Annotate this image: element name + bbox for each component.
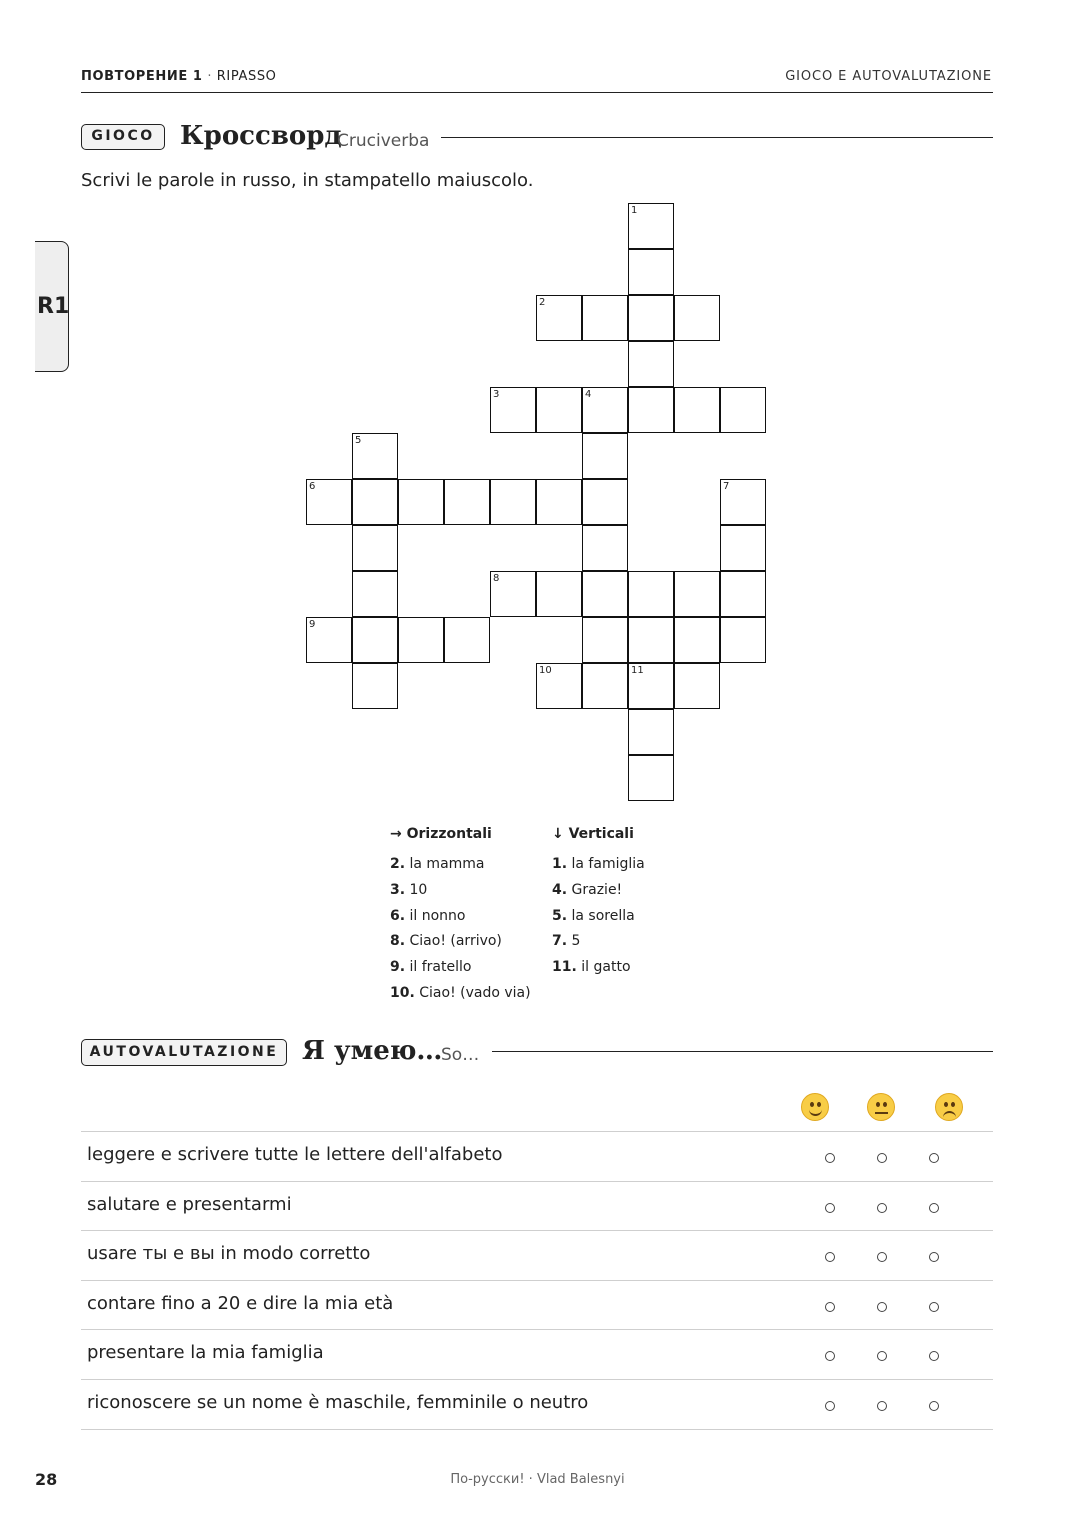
clue-text: Ciao! (vado via) — [419, 984, 531, 1001]
clue-number: 5. — [552, 907, 568, 924]
crossword-cell[interactable] — [674, 663, 720, 709]
clue-across — [390, 854, 531, 880]
crossword-cell[interactable] — [444, 479, 490, 525]
running-header-right: GIOCO E AUTOVALUTAZIONE — [785, 69, 992, 84]
rating-neutral-radio[interactable] — [877, 1302, 887, 1312]
running-header-left — [81, 69, 277, 84]
crossword-cell[interactable] — [398, 479, 444, 525]
crossword-cell[interactable] — [628, 203, 674, 249]
rating-happy-radio[interactable] — [825, 1401, 835, 1411]
clue-number: 11. — [552, 959, 577, 976]
crossword-cell[interactable] — [720, 387, 766, 433]
clue-number: 2. — [390, 856, 406, 872]
clue-text: 10 — [409, 881, 428, 898]
neutral-face-icon — [867, 1093, 895, 1121]
crossword-cell[interactable] — [582, 433, 628, 479]
clue-down — [552, 931, 645, 957]
crossword-cell[interactable] — [628, 755, 674, 801]
crossword-cell[interactable] — [720, 617, 766, 663]
crossword-cell[interactable] — [352, 571, 398, 617]
section-side-tab — [35, 241, 69, 372]
crossword-cell[interactable] — [490, 571, 536, 617]
crossword-cell[interactable] — [582, 295, 628, 341]
crossword-cell[interactable] — [582, 387, 628, 433]
crossword-cell[interactable] — [536, 479, 582, 525]
rating-sad-radio[interactable] — [929, 1252, 939, 1262]
table-rule — [81, 1181, 993, 1182]
clue-across — [390, 906, 531, 932]
rating-neutral-radio[interactable] — [877, 1203, 887, 1213]
clue-across — [390, 957, 531, 983]
crossword-cell[interactable] — [674, 295, 720, 341]
rating-sad-radio[interactable] — [929, 1203, 939, 1213]
side-tab-label: R1 — [37, 294, 70, 319]
cell-number: 2 — [539, 297, 546, 308]
crossword-cell[interactable] — [352, 617, 398, 663]
crossword-cell[interactable] — [628, 341, 674, 387]
rating-sad-radio[interactable] — [929, 1153, 939, 1163]
crossword-cell[interactable] — [352, 525, 398, 571]
clue-down — [552, 854, 645, 880]
crossword-cell[interactable] — [398, 617, 444, 663]
self-assessment-title-rule — [492, 1051, 993, 1052]
rating-neutral-radio[interactable] — [877, 1401, 887, 1411]
smiling-face-icon — [801, 1093, 829, 1121]
skill-label: riconoscere se un nome è maschile, femminile o neutro — [87, 1392, 589, 1413]
clue-text: 5 — [571, 933, 581, 950]
clue-across — [390, 880, 531, 906]
crossword-title: Кроссворд — [180, 121, 342, 151]
crossword-cell[interactable] — [536, 295, 582, 341]
crossword-cell[interactable] — [582, 571, 628, 617]
clue-number: 6. — [390, 907, 406, 924]
crossword-cell[interactable] — [536, 387, 582, 433]
cell-number: 7 — [723, 481, 730, 492]
table-rule — [81, 1329, 993, 1330]
down-clues — [552, 826, 645, 983]
skill-label: salutare e presentarmi — [87, 1193, 292, 1215]
self-assessment-subtitle: So… — [441, 1045, 480, 1065]
cell-number: 4 — [585, 389, 592, 400]
autovalutazione-badge: AUTOVALUTAZIONE — [81, 1039, 287, 1066]
cell-number: 9 — [309, 619, 316, 630]
clue-number: 1. — [552, 856, 568, 872]
rating-neutral-radio[interactable] — [877, 1252, 887, 1262]
clue-number: 8. — [390, 933, 406, 950]
chapter-label: ПОВТОРЕНИЕ 1 — [81, 69, 203, 84]
table-rule — [81, 1280, 993, 1281]
crossword-cell[interactable] — [628, 387, 674, 433]
footer-credit: По-русски! · Vlad Balesnyi — [450, 1472, 625, 1487]
clue-down — [552, 906, 645, 932]
self-assessment-title: Я умею… — [302, 1036, 443, 1066]
across-heading: → Orizzontali — [390, 826, 492, 842]
cell-number: 6 — [309, 481, 316, 492]
crossword-cell[interactable] — [490, 387, 536, 433]
skill-label: contare fino a 20 e dire la mia età — [87, 1292, 394, 1314]
crossword-cell[interactable] — [628, 709, 674, 755]
chapter-sublabel: RIPASSO — [216, 69, 277, 84]
cell-number: 5 — [355, 435, 362, 446]
header-rule — [81, 92, 993, 93]
cell-number: 11 — [631, 665, 644, 676]
crossword-cell[interactable] — [720, 479, 766, 525]
header-separator: · — [207, 69, 213, 84]
clue-text: la sorella — [571, 907, 635, 924]
crossword-subtitle: Cruciverba — [337, 131, 430, 151]
clue-number: 4. — [552, 881, 568, 898]
rating-sad-radio[interactable] — [929, 1401, 939, 1411]
clue-down — [552, 957, 645, 983]
crossword-cell[interactable] — [536, 571, 582, 617]
crossword-cell[interactable] — [720, 571, 766, 617]
crossword-cell[interactable] — [582, 663, 628, 709]
crossword-cell[interactable] — [674, 571, 720, 617]
rating-sad-radio[interactable] — [929, 1302, 939, 1312]
crossword-title-rule — [441, 137, 993, 138]
clue-text: il fratello — [409, 959, 472, 976]
across-clues — [390, 826, 531, 1009]
rating-sad-radio[interactable] — [929, 1351, 939, 1361]
cell-number: 10 — [539, 665, 552, 676]
crossword-cell[interactable] — [444, 617, 490, 663]
skill-label: leggere e scrivere tutte le lettere dell'alfabeto — [87, 1144, 503, 1165]
cell-number: 8 — [493, 573, 500, 584]
clue-number: 9. — [390, 959, 406, 976]
page-number: 28 — [35, 1470, 58, 1489]
clue-across — [390, 983, 531, 1009]
table-rule — [81, 1230, 993, 1231]
rating-happy-radio[interactable] — [825, 1252, 835, 1262]
rating-happy-radio[interactable] — [825, 1351, 835, 1361]
down-heading: ↓ Verticali — [552, 826, 634, 842]
crossword-cell[interactable] — [352, 479, 398, 525]
crossword-cell[interactable] — [628, 249, 674, 295]
table-rule — [81, 1429, 993, 1430]
skill-label: presentare la mia famiglia — [87, 1342, 324, 1364]
cell-number: 1 — [631, 205, 638, 216]
crossword-instruction: Scrivi le parole in russo, in stampatello maiuscolo. — [81, 170, 534, 191]
crossword-cell[interactable] — [674, 617, 720, 663]
clue-number: 7. — [552, 933, 568, 950]
crossword-cell[interactable] — [582, 525, 628, 571]
clue-text: il gatto — [581, 959, 631, 976]
rating-neutral-radio[interactable] — [877, 1351, 887, 1361]
rating-happy-radio[interactable] — [825, 1203, 835, 1213]
gioco-badge: GIOCO — [81, 124, 165, 150]
clue-text: la mamma — [409, 856, 485, 872]
rating-neutral-radio[interactable] — [877, 1153, 887, 1163]
crossword-cell[interactable] — [306, 617, 352, 663]
crossword-cell[interactable] — [674, 387, 720, 433]
crossword-cell[interactable] — [306, 479, 352, 525]
clue-across — [390, 931, 531, 957]
crossword-cell[interactable] — [628, 571, 674, 617]
rating-happy-radio[interactable] — [825, 1153, 835, 1163]
clue-text: il nonno — [409, 907, 466, 924]
crossword-cell[interactable] — [628, 617, 674, 663]
clue-text: Grazie! — [571, 881, 623, 898]
crossword-cell[interactable] — [582, 479, 628, 525]
skill-label: usare ты e вы in modo corretto — [87, 1243, 371, 1265]
clue-text: Ciao! (arrivo) — [409, 933, 502, 950]
crossword-cell[interactable] — [628, 663, 674, 709]
cell-number: 3 — [493, 389, 500, 400]
table-rule — [81, 1379, 993, 1380]
crossword-cell[interactable] — [536, 663, 582, 709]
clue-down — [552, 880, 645, 906]
crossword-cell[interactable] — [352, 663, 398, 709]
crossword-cell[interactable] — [352, 433, 398, 479]
crossword-cell[interactable] — [628, 295, 674, 341]
crossword-cell[interactable] — [720, 525, 766, 571]
crossword-cell[interactable] — [490, 479, 536, 525]
crossword-cell[interactable] — [582, 617, 628, 663]
clue-number: 3. — [390, 881, 406, 898]
table-rule — [81, 1131, 993, 1132]
rating-happy-radio[interactable] — [825, 1302, 835, 1312]
worried-face-icon — [935, 1093, 963, 1121]
clue-number: 10. — [390, 984, 415, 1001]
clue-text: la famiglia — [571, 856, 645, 872]
